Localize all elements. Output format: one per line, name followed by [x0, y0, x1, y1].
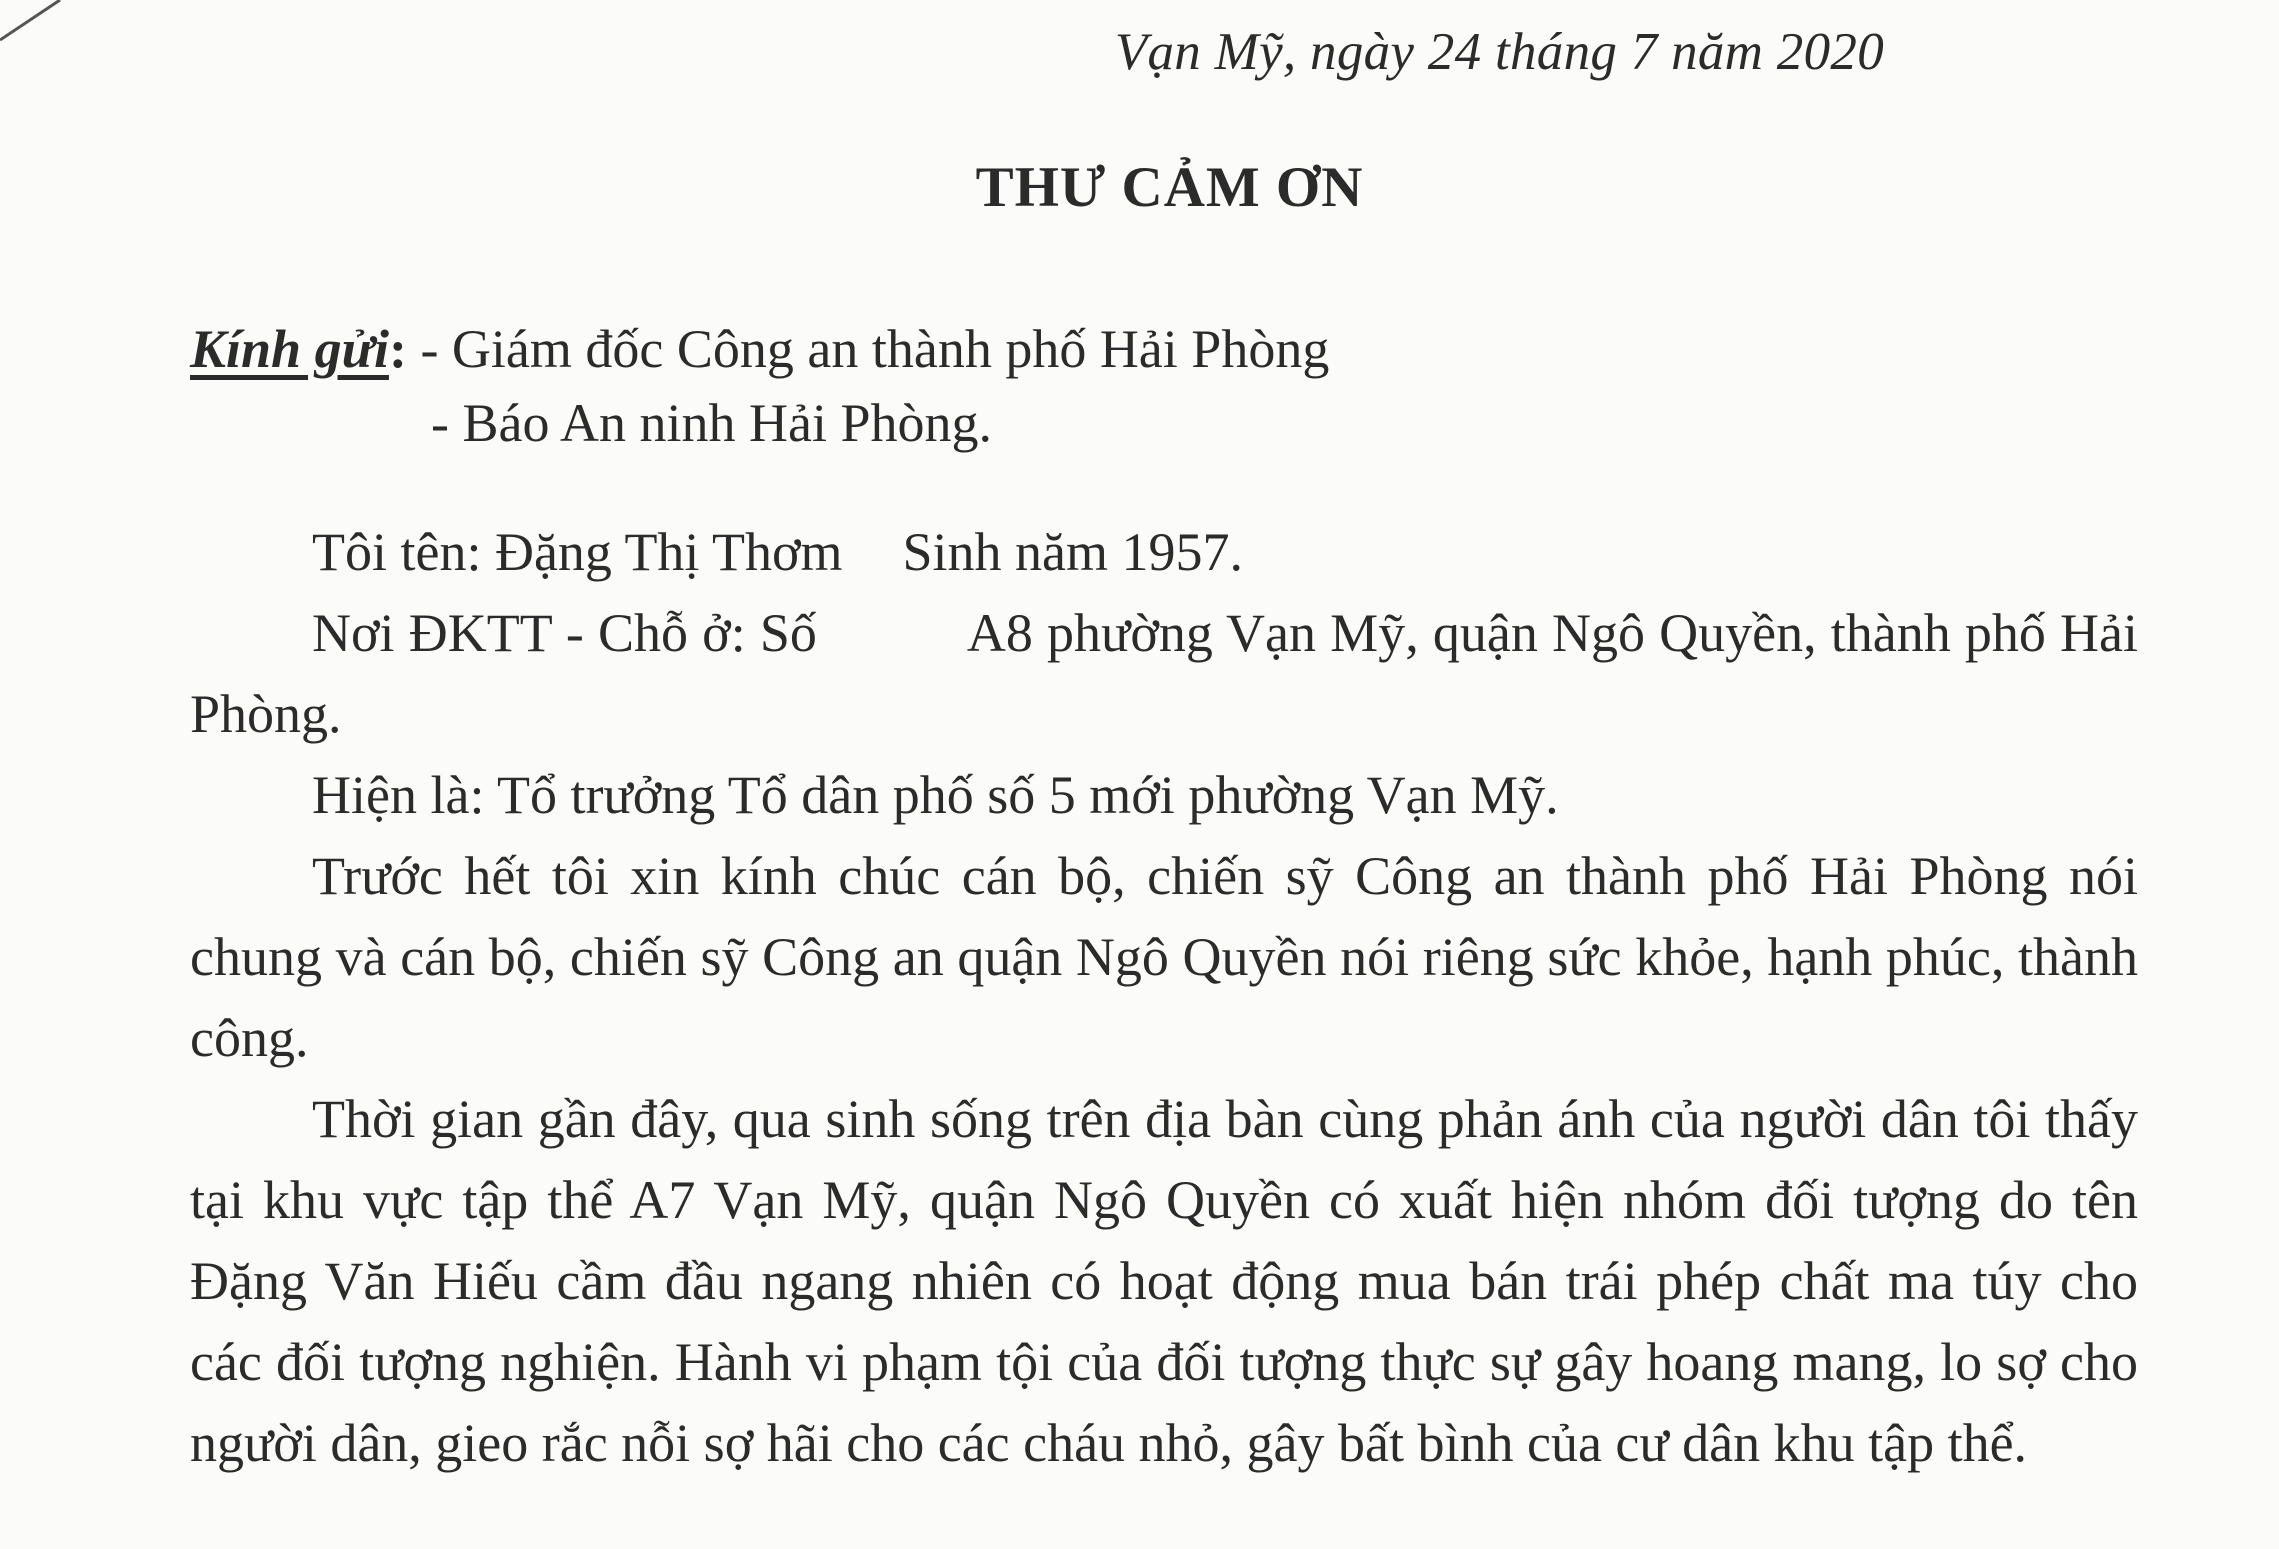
recipient-line-1 [190, 312, 1329, 386]
position-paragraph: Hiện là: Tổ trưởng Tổ dân phố số 5 mới phường Vạn Mỹ. [312, 765, 1559, 825]
address-rest: A8 phường Vạn Mỹ, quận Ngô Quyền, thành phố Hải Phòng. [190, 603, 2138, 744]
name-paragraph [190, 512, 2138, 593]
recipients-block [190, 312, 1329, 460]
date-line: Vạn Mỹ, ngày 24 tháng 7 năm 2020 [1114, 23, 1884, 81]
recipient-1: - Giám đốc Công an thành phố Hải Phòng [420, 319, 1330, 379]
scan-edge-mark [0, 0, 120, 60]
letter-title: THƯ CẢM ƠN [975, 156, 1364, 219]
birth-line: Sinh năm 1957. [902, 522, 1244, 582]
name-line: Tôi tên: Đặng Thị Thơm [312, 522, 843, 582]
recipient-2: - Báo An ninh Hải Phòng. [431, 393, 992, 453]
greeting-paragraph: Trước hết tôi xin kính chúc cán bộ, chiến sỹ Công an thành phố Hải Phòng nói chung và cán bộ, chiến sỹ Công an quận Ngô Quyền nói riêng sức khỏe, hạnh phúc, thành công. [190, 846, 2138, 1068]
address-prefix: Nơi ĐKTT - Chỗ ở: Số [312, 603, 817, 663]
address-paragraph [190, 593, 2138, 755]
recipient-line-2 [190, 386, 1329, 460]
letter-body [190, 512, 2138, 1484]
recipients-label: Kính gửi [190, 319, 389, 379]
recipients-colon: : [388, 319, 407, 379]
report-paragraph: Thời gian gần đây, qua sinh sống trên địa bàn cùng phản ánh của người dân tôi thấy tại khu vực tập thể A7 Vạn Mỹ, quận Ngô Quyền có xuất hiện nhóm đối tượng do tên Đặng Văn Hiếu cầm đầu ngang nhiên có hoạt động mua bán trái phép chất ma túy cho các đối tượng nghiện. Hành vi phạm tội của đối tượng thực sự gây hoang mang, lo sợ cho người dân, gieo rắc nỗi sợ hãi cho các cháu nhỏ, gây bất bình của cư dân khu tập thể. [190, 1089, 2138, 1473]
